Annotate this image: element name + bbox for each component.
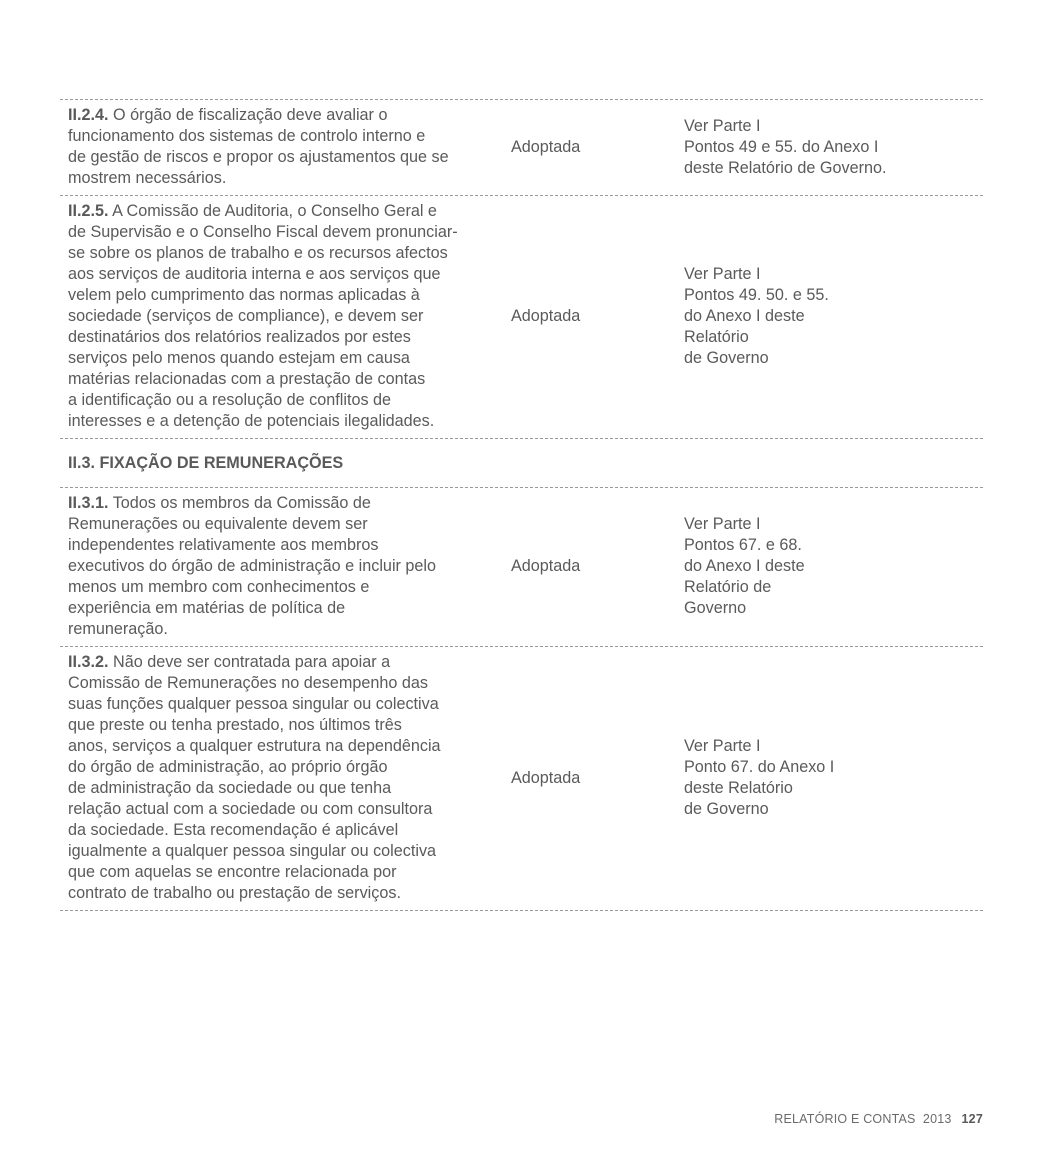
report-reference: Ver Parte I Ponto 67. do Anexo I deste Relatório de Governo [684, 737, 835, 818]
recommendation-code: II.3.2. [68, 653, 109, 671]
recommendation-body: A Comissão de Auditoria, o Conselho Geral e de Supervisão e o Conselho Fiscal devem pronunciar- se sobre os planos de trabalho e os recursos afectos aos serviços de auditoria interna e aos serviços que velem pelo cumprimento das normas aplicadas à sociedade (serviços de compliance), e devem ser destinatários dos relatórios realizados por estes serviços pelo menos quando estejam em causa matérias relacionadas com a prestação de contas a identificação ou a resolução de conflitos de interesses e a detenção de potenciais ilegalidades. [68, 202, 458, 430]
table-row [60, 99, 983, 196]
recommendation-code: II.2.4. [68, 106, 109, 124]
recommendation-text [60, 652, 511, 904]
table-row [60, 488, 983, 647]
recommendation-code: II.2.5. [68, 202, 109, 220]
report-reference: Ver Parte I Pontos 67. e 68. do Anexo I deste Relatório de Governo [684, 515, 805, 617]
footer-label: RELATÓRIO E CONTAS 2013 [774, 1112, 952, 1126]
table-row [60, 196, 983, 439]
recommendation-text [60, 201, 511, 432]
recommendation-body: Todos os membros da Comissão de Remunerações ou equivalente devem ser independentes relativamente aos membros executivos do órgão de administração e incluir pelo menos um membro com conhecimentos e experiência em matérias de política de remuneração. [68, 494, 437, 638]
recommendation-code: II.3.1. [68, 494, 109, 512]
page-footer [774, 1112, 983, 1126]
recommendation-body: Não deve ser contratada para apoiar a Comissão de Remunerações no desempenho das suas funções qualquer pessoa singular ou colectiva que preste ou tenha prestado, nos últimos três anos, serviços a qualquer estrutura na dependência do órgão de administração, ao próprio órgão de administração da sociedade ou que tenha relação actual com a sociedade ou com consultora da sociedade. Esta recomendação é aplicável igualmente a qualquer pessoa singular ou colectiva que com aquelas se encontre relacionada por contrato de trabalho ou prestação de serviços. [68, 653, 441, 902]
table-row [60, 647, 983, 911]
report-reference: Ver Parte I Pontos 49. 50. e 55. do Anexo I deste Relatório de Governo [684, 265, 829, 367]
report-reference: Ver Parte I Pontos 49 e 55. do Anexo I deste Relatório de Governo. [684, 116, 887, 177]
adoption-status: Adoptada [511, 557, 581, 575]
adoption-status: Adoptada [511, 307, 581, 325]
adoption-status: Adoptada [511, 768, 581, 787]
adoption-status: Adoptada [511, 137, 581, 156]
section-title: II.3. FIXAÇÃO DE REMUNERAÇÕES [68, 454, 344, 472]
recommendation-text [60, 493, 511, 640]
page-number: 127 [961, 1112, 983, 1126]
recommendation-body: O órgão de fiscalização deve avaliar o funcionamento dos sistemas de controlo interno e de gestão de riscos e propor os ajustamentos que se mostrem necessários. [68, 106, 449, 187]
recommendation-text [60, 105, 511, 189]
section-header-row [60, 439, 983, 488]
recommendations-table [60, 99, 983, 911]
